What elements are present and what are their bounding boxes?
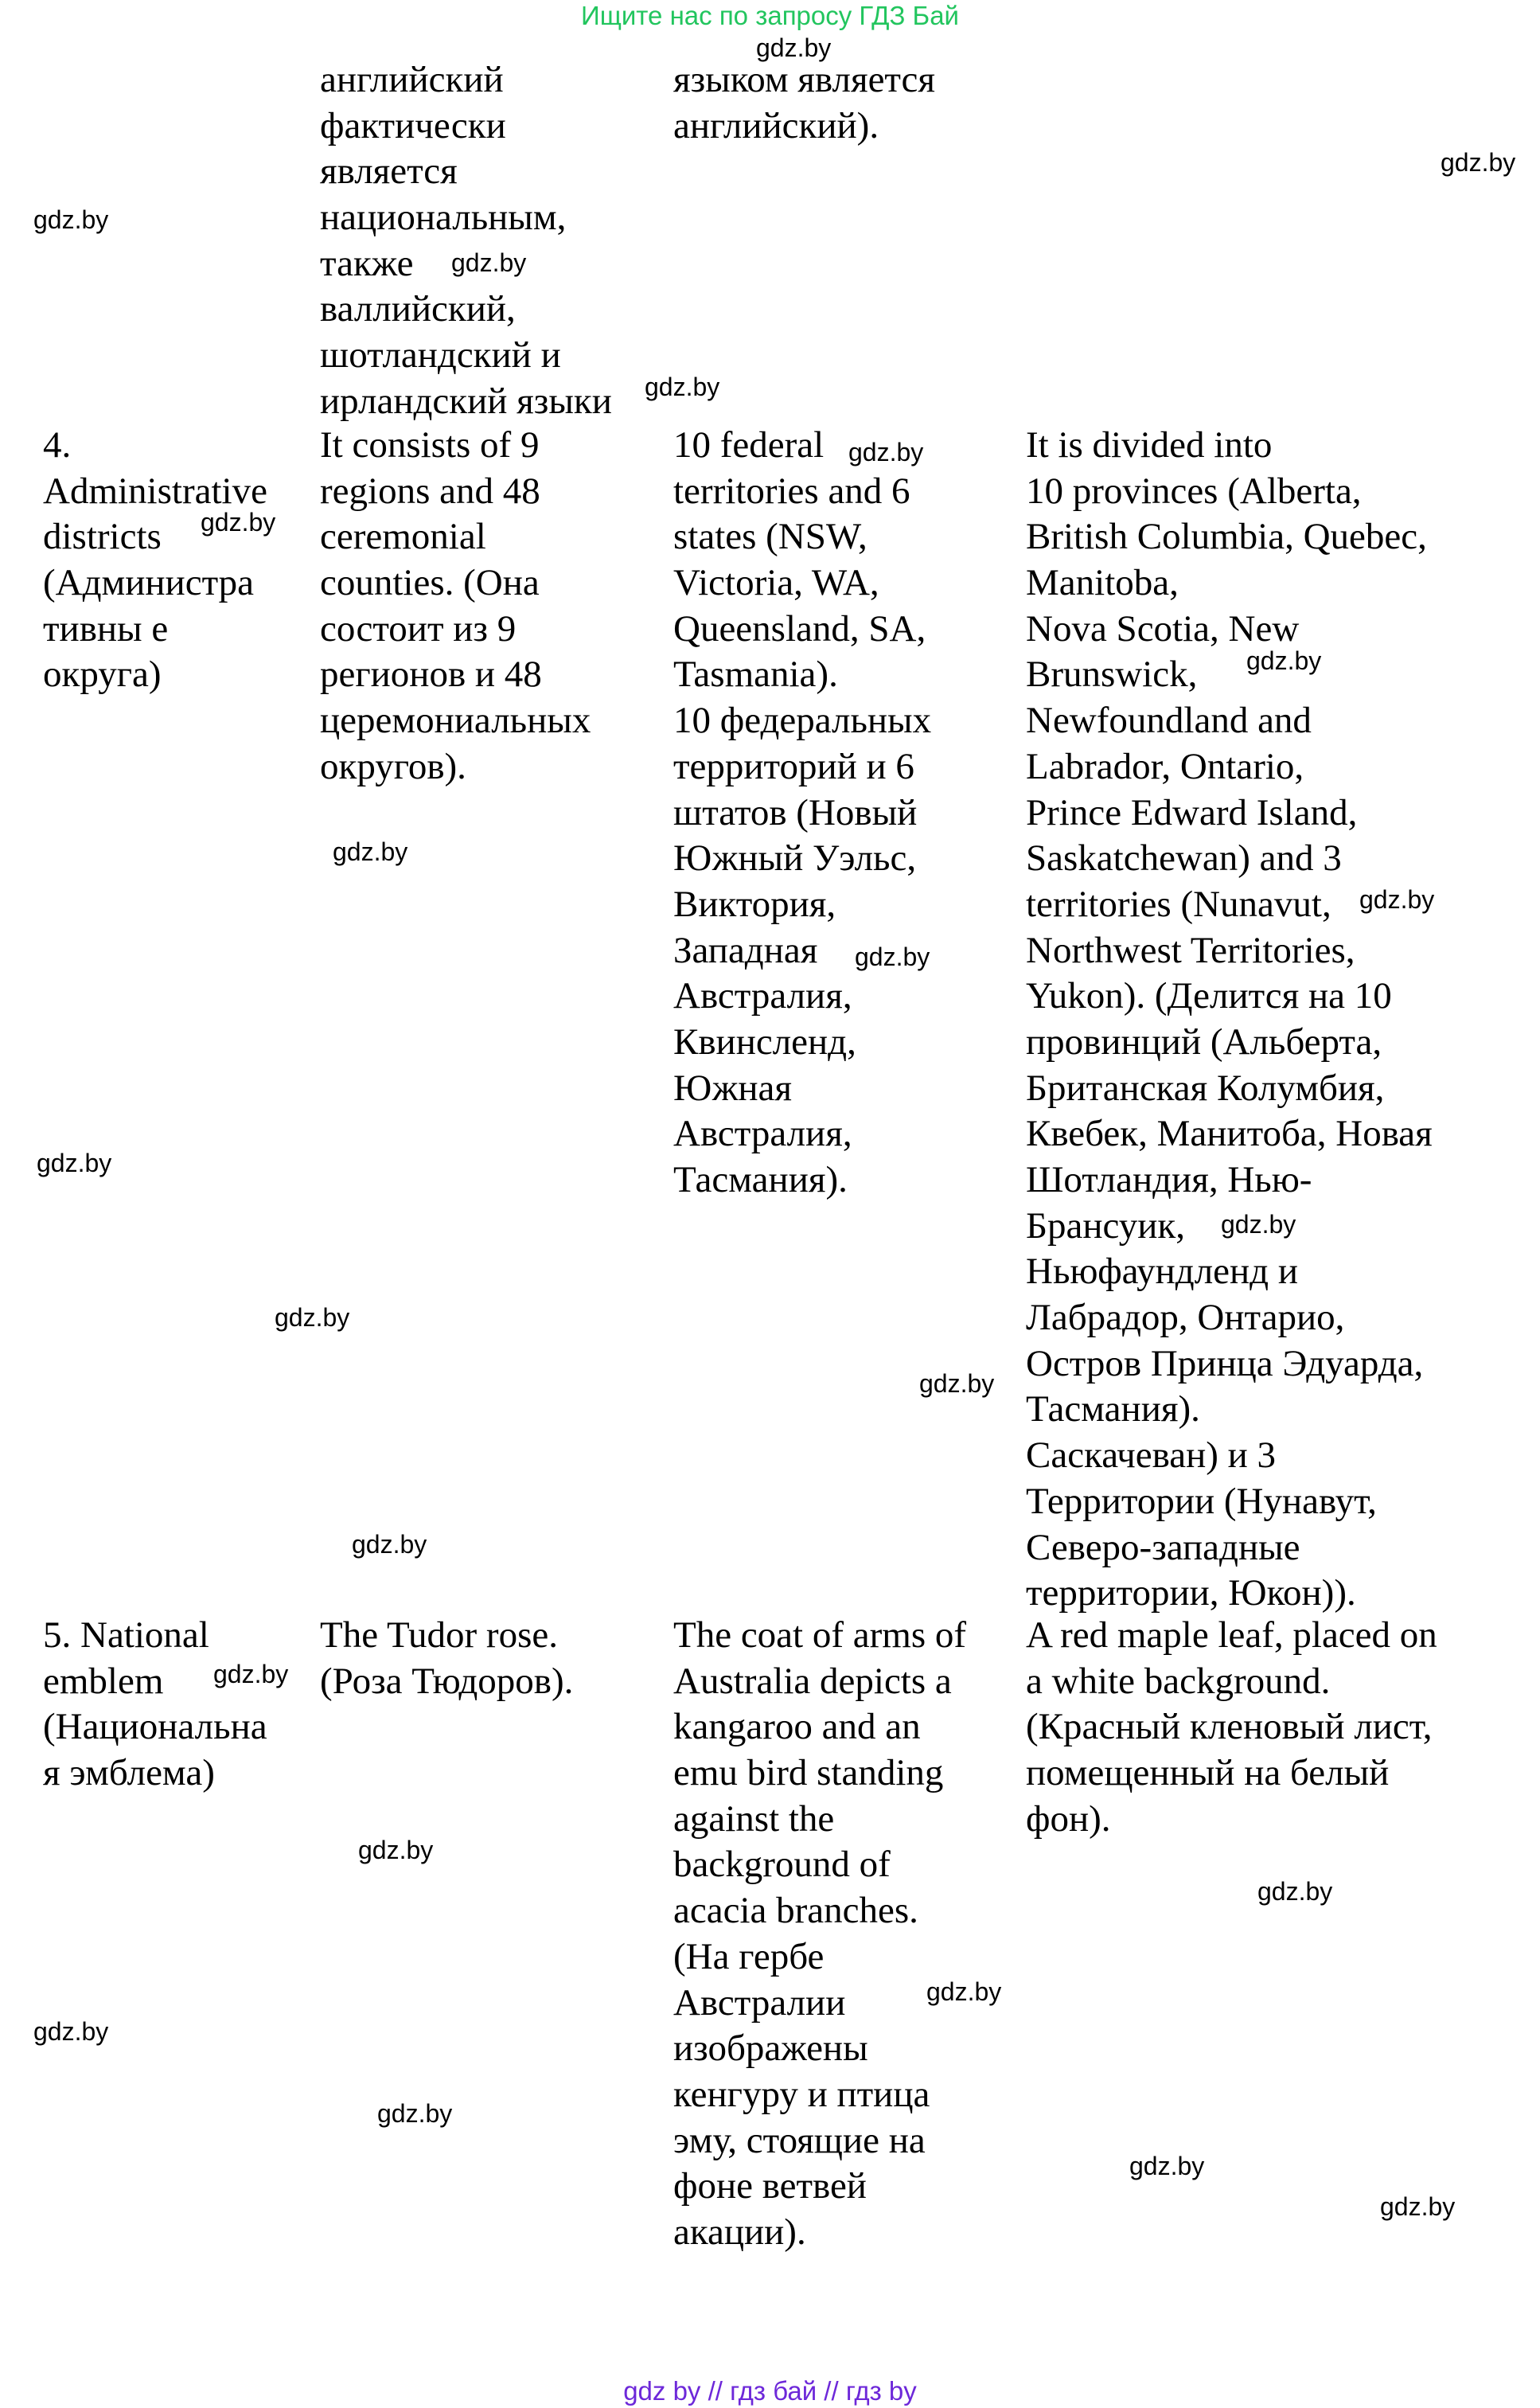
text-line: Newfoundland and bbox=[1026, 700, 1312, 742]
text-line: помещенный на белый bbox=[1026, 1752, 1390, 1794]
text-line: Австралия, bbox=[673, 975, 852, 1017]
text-line: (Национальна bbox=[43, 1706, 267, 1748]
watermark: gdz.by bbox=[1359, 885, 1435, 914]
text-line: regions and 48 bbox=[320, 470, 540, 512]
text-line: ирландский языки bbox=[320, 380, 612, 422]
text-line: Yukon). (Делится на 10 bbox=[1026, 975, 1392, 1017]
row5-col3-text bbox=[673, 1613, 966, 2256]
text-line: церемониальных bbox=[320, 700, 591, 742]
watermark: gdz.by bbox=[756, 33, 832, 62]
footer-links[interactable]: gdz by // гдз бай // гдз by bbox=[623, 2376, 917, 2406]
text-line: Northwest Territories, bbox=[1026, 929, 1355, 971]
text-line: emblem bbox=[43, 1660, 164, 1702]
text-line: Британская Колумбия, bbox=[1026, 1067, 1385, 1109]
text-line: Brunswick, bbox=[1026, 654, 1198, 696]
text-line: изображены bbox=[673, 2027, 868, 2070]
watermark: gdz.by bbox=[1246, 646, 1322, 675]
text-line: 4. bbox=[43, 424, 72, 466]
watermark: gdz.by bbox=[377, 2099, 453, 2128]
watermark: gdz.by bbox=[358, 1836, 434, 1864]
text-line: округов). bbox=[320, 745, 466, 787]
text-line: British Columbia, Quebec, bbox=[1026, 516, 1427, 558]
text-line: districts bbox=[43, 516, 162, 558]
row4-col1-text bbox=[43, 423, 267, 698]
watermark: gdz.by bbox=[645, 373, 720, 401]
top-banner[interactable]: Ищите нас по запросу ГДЗ Бай bbox=[581, 1, 959, 30]
text-line: фактически bbox=[320, 104, 506, 146]
watermark: gdz.by bbox=[1257, 1877, 1333, 1906]
text-line: Западная bbox=[673, 929, 818, 971]
text-line: counties. (Она bbox=[320, 562, 540, 604]
watermark: gdz.by bbox=[333, 837, 408, 866]
text-line: (Красный кленовый лист, bbox=[1026, 1706, 1433, 1748]
text-line: эму, стоящие на bbox=[673, 2119, 926, 2161]
text-line: Тасмания). bbox=[673, 1159, 848, 1200]
text-line: Виктория, bbox=[673, 883, 836, 925]
text-line: Labrador, Ontario, bbox=[1026, 745, 1304, 787]
row3-col3-text bbox=[673, 57, 935, 149]
text-line: Victoria, WA, bbox=[673, 562, 879, 604]
watermark: gdz.by bbox=[848, 438, 924, 466]
text-line: 5. National bbox=[43, 1614, 209, 1656]
text-line: Территории (Нунавут, bbox=[1026, 1480, 1377, 1522]
text-line: Ньюфаундленд и bbox=[1026, 1251, 1298, 1293]
text-line: состоит из 9 bbox=[320, 607, 517, 650]
watermark: gdz.by bbox=[37, 1149, 112, 1177]
text-line: Южный Уэльс, bbox=[673, 837, 917, 880]
text-line: against the bbox=[673, 1797, 835, 1840]
text-line: кенгуру и птица bbox=[673, 2073, 930, 2115]
text-line: Квинсленд, bbox=[673, 1021, 856, 1063]
text-line: является bbox=[320, 150, 458, 193]
text-line: штатов (Новый bbox=[673, 791, 918, 833]
text-line: ceremonial bbox=[320, 516, 486, 558]
text-line: Австралия, bbox=[673, 1113, 852, 1155]
text-line: emu bird standing bbox=[673, 1752, 944, 1794]
text-line: английский). bbox=[673, 104, 879, 146]
text-line: a white background. bbox=[1026, 1660, 1331, 1702]
text-line: (Роза Тюдоров). bbox=[320, 1660, 574, 1702]
text-line: It consists of 9 bbox=[320, 424, 540, 466]
text-line: акации). bbox=[673, 2211, 806, 2253]
text-line: acacia branches. bbox=[673, 1890, 918, 1932]
watermark: gdz.by bbox=[1221, 1210, 1296, 1239]
row3-col2-text bbox=[320, 57, 612, 425]
watermark: gdz.by bbox=[275, 1303, 350, 1332]
text-line: округа) bbox=[43, 654, 162, 696]
text-line: Queensland, SA, bbox=[673, 607, 926, 650]
text-line: background of bbox=[673, 1844, 891, 1886]
text-line: Южная bbox=[673, 1067, 792, 1109]
text-line: Тасмания). bbox=[1026, 1388, 1200, 1430]
watermark: gdz.by bbox=[919, 1369, 995, 1398]
text-line: также bbox=[320, 242, 414, 284]
text-line: фоне ветвей bbox=[673, 2165, 867, 2207]
watermark: gdz.by bbox=[1129, 2152, 1205, 2180]
row5-col4-text bbox=[1026, 1613, 1437, 1842]
text-line: Manitoba, bbox=[1026, 562, 1179, 604]
text-line: 10 федеральных bbox=[673, 700, 932, 742]
text-line: языком является bbox=[673, 59, 936, 100]
text-line: (На гербе bbox=[673, 1935, 825, 1977]
watermark: gdz.by bbox=[33, 2017, 109, 2046]
text-line: английский bbox=[320, 59, 504, 100]
text-line: Австралии bbox=[673, 1981, 846, 2024]
row4-col4-text bbox=[1026, 423, 1433, 1617]
watermark: gdz.by bbox=[926, 1977, 1002, 2006]
text-line: A red maple leaf, placed on bbox=[1026, 1614, 1437, 1656]
watermark: gdz.by bbox=[855, 943, 930, 971]
text-line: Остров Принца Эдуарда, bbox=[1026, 1342, 1424, 1384]
text-line: национальным, bbox=[320, 197, 567, 239]
text-line: фон). bbox=[1026, 1797, 1111, 1840]
text-line: 10 provinces (Alberta, bbox=[1026, 470, 1362, 512]
row4-col2-text bbox=[320, 423, 591, 790]
text-line: It is divided into bbox=[1026, 424, 1273, 466]
text-line: валлийский, bbox=[320, 288, 516, 330]
text-line: Квебек, Манитоба, Новая bbox=[1026, 1113, 1433, 1155]
text-line: kangaroo and an bbox=[673, 1706, 921, 1748]
text-line: Nova Scotia, New bbox=[1026, 607, 1300, 650]
row5-col1-text bbox=[43, 1613, 267, 1797]
text-line: провинций (Альберта, bbox=[1026, 1021, 1382, 1063]
text-line: шотландский и bbox=[320, 334, 561, 377]
text-line: тивны е bbox=[43, 607, 169, 650]
text-line: territories and 6 bbox=[673, 470, 910, 512]
text-line: (Администра bbox=[43, 562, 255, 604]
text-line: Administrative bbox=[43, 470, 267, 512]
text-line: Северо-западные bbox=[1026, 1526, 1300, 1568]
text-line: states (NSW, bbox=[673, 516, 867, 558]
text-line: Лабрадор, Онтарио, bbox=[1026, 1297, 1345, 1339]
text-line: Prince Edward Island, bbox=[1026, 791, 1358, 833]
watermark: gdz.by bbox=[33, 205, 109, 234]
text-line: территорий и 6 bbox=[673, 745, 914, 787]
text-line: Saskatchewan) and 3 bbox=[1026, 837, 1342, 880]
text-line: The coat of arms of bbox=[673, 1614, 967, 1656]
text-line: Шотландия, Нью- bbox=[1026, 1159, 1312, 1200]
text-line: The Tudor rose. bbox=[320, 1614, 558, 1656]
watermark: gdz.by bbox=[1380, 2192, 1456, 2221]
text-line: территории, Юкон)). bbox=[1026, 1572, 1356, 1614]
text-line: Australia depicts a bbox=[673, 1660, 952, 1702]
text-line: Tasmania). bbox=[673, 654, 838, 696]
text-line: territories (Nunavut, bbox=[1026, 883, 1331, 925]
text-line: 10 federal bbox=[673, 424, 825, 466]
watermark: gdz.by bbox=[352, 1530, 427, 1559]
text-line: я эмблема) bbox=[43, 1752, 215, 1794]
row5-col2-text bbox=[320, 1613, 573, 1704]
watermark: gdz.by bbox=[201, 508, 276, 537]
text-line: Брансуик, bbox=[1026, 1204, 1185, 1247]
text-line: Саскачеван) и 3 bbox=[1026, 1434, 1277, 1477]
watermark: gdz.by bbox=[213, 1660, 289, 1688]
watermark: gdz.by bbox=[451, 248, 527, 277]
watermark: gdz.by bbox=[1441, 148, 1516, 177]
text-line: регионов и 48 bbox=[320, 654, 542, 696]
row4-col3-text bbox=[673, 423, 931, 1204]
